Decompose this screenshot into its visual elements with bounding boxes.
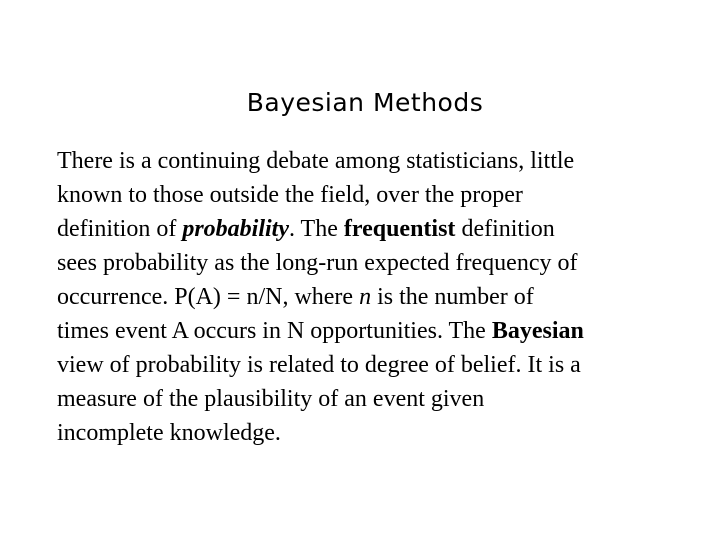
slide-title: Bayesian Methods	[246, 88, 484, 117]
body-text-run: view of probability is related to degree of belief. It is a	[57, 352, 581, 378]
body-text-run: times event A occurs in N opportunities. The	[57, 318, 492, 344]
body-line	[57, 246, 687, 280]
emphasized-term: frequentist	[343, 216, 456, 242]
body-text-run: sees probability as the long-run expected frequency of	[57, 250, 578, 276]
italic-variable: n	[359, 284, 372, 310]
body-line	[57, 144, 687, 178]
body-line	[57, 280, 687, 314]
emphasized-term: probability	[182, 216, 289, 242]
body-text-run: definition of	[57, 216, 183, 242]
body-text-run: measure of the plausibility of an event given	[57, 386, 485, 412]
slide-body	[57, 144, 687, 450]
body-line	[57, 178, 687, 212]
body-text-run: occurrence. P(A) = n/N, where	[57, 284, 360, 310]
body-line	[57, 314, 687, 348]
emphasized-term: Bayesian	[491, 318, 584, 344]
body-text-run: incomplete knowledge.	[57, 420, 281, 446]
body-line	[57, 212, 687, 246]
body-line	[57, 416, 687, 450]
body-text-run: known to those outside the field, over the proper	[57, 182, 523, 208]
body-text-run: There is a continuing debate among statisticians, little	[57, 148, 575, 174]
body-text-run: . The	[288, 216, 344, 242]
body-text-run: definition	[455, 216, 555, 242]
body-line	[57, 382, 687, 416]
body-line	[57, 348, 687, 382]
body-text-run: is the number of	[371, 284, 534, 310]
